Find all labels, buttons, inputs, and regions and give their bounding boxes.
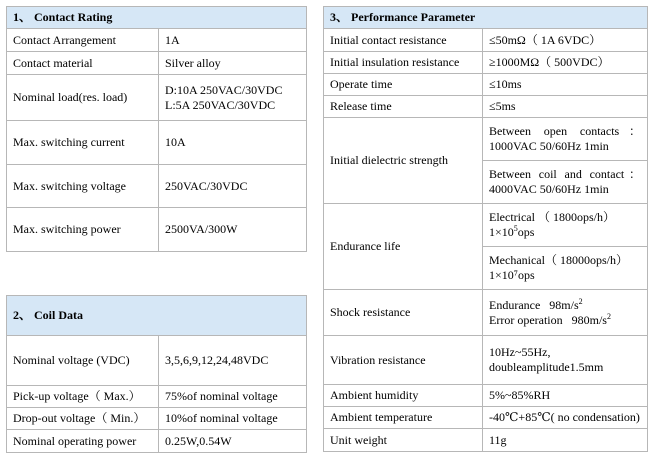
shock-error-text: Error operation 980m/s (489, 312, 607, 327)
ambient-temperature-label: Ambient temperature (324, 407, 483, 429)
endurance-life-label: Endurance life (324, 204, 483, 290)
electrical-ops-exponent: 5 (513, 224, 518, 233)
electrical-ops-base: 1×10 (489, 225, 514, 239)
dropout-voltage-label: Drop-out voltage（ Min.） (7, 408, 159, 430)
dielectric-coil-line1: Between coil and contact： (489, 167, 642, 181)
operate-time-value: ≤10ms (483, 74, 648, 96)
dielectric-coil-contact (483, 161, 648, 204)
dielectric-coil-line2: 4000VAC 50/60Hz 1min (489, 182, 609, 196)
shock-resistance-value (483, 290, 648, 336)
vibration-resistance-value (483, 336, 648, 385)
ambient-humidity-label: Ambient humidity (324, 385, 483, 407)
release-time-value: ≤5ms (483, 96, 648, 118)
nominal-load-value (159, 75, 307, 121)
contact-arrangement-label: Contact Arrangement (7, 29, 159, 52)
max-switching-voltage-value: 250VAC/30VDC (159, 165, 307, 208)
nominal-load-d: D:10A 250VAC/30VDC (165, 82, 283, 97)
contact-arrangement-value: 1A (159, 29, 307, 52)
pickup-voltage-value: 75%of nominal voltage (159, 386, 307, 408)
nominal-operating-power-label: Nominal operating power (7, 430, 159, 453)
vibration-line2: doubleamplitude1.5mm (489, 360, 604, 374)
contact-resistance-value: ≤50mΩ（ 1A 6VDC） (483, 29, 648, 52)
coil-data-title: 2、 Coil Data (7, 296, 307, 336)
unit-weight-label: Unit weight (324, 429, 483, 452)
contact-material-value: Silver alloy (159, 52, 307, 75)
performance-title: 3、 Performance Parameter (324, 7, 648, 29)
contact-rating-table (6, 6, 307, 252)
shock-endurance-text: Endurance 98m/s (489, 297, 579, 312)
dropout-voltage-value: 10%of nominal voltage (159, 408, 307, 430)
shock-resistance-label: Shock resistance (324, 290, 483, 336)
pickup-voltage-label: Pick-up voltage（ Max.） (7, 386, 159, 408)
vibration-resistance-label: Vibration resistance (324, 336, 483, 385)
nominal-load-l: L:5A 250VAC/30VDC (165, 97, 276, 112)
nominal-operating-power-value: 0.25W,0.54W (159, 430, 307, 453)
endurance-electrical-line1: Electrical （ 1800ops/h） (489, 210, 615, 224)
endurance-electrical-line2 (489, 225, 641, 240)
insulation-resistance-label: Initial insulation resistance (324, 52, 483, 74)
coil-data-table (6, 295, 307, 453)
max-switching-current-value: 10A (159, 121, 307, 165)
dielectric-open-contacts (483, 118, 648, 161)
ambient-humidity-value: 5%~85%RH (483, 385, 648, 407)
vibration-line1: 10Hz~55Hz, (489, 345, 551, 359)
endurance-mechanical-line2: 1×10⁷ops (489, 268, 535, 282)
operate-time-label: Operate time (324, 74, 483, 96)
dielectric-open-line1: Between open contacts： (489, 124, 642, 138)
dielectric-open-line2: 1000VAC 50/60Hz 1min (489, 139, 609, 153)
performance-table (323, 6, 648, 452)
contact-resistance-label: Initial contact resistance (324, 29, 483, 52)
endurance-mechanical-line1: Mechanical（ 18000ops/h） (489, 253, 628, 267)
insulation-resistance-value: ≥1000MΩ（ 500VDC） (483, 52, 648, 74)
shock-endurance (489, 298, 641, 313)
max-switching-power-label: Max. switching power (7, 208, 159, 252)
shock-error-exponent: 2 (606, 311, 611, 321)
nominal-load-label: Nominal load(res. load) (7, 75, 159, 121)
dielectric-strength-label: Initial dielectric strength (324, 118, 483, 204)
nominal-voltage-value: 3,5,6,9,12,24,48VDC (159, 336, 307, 386)
endurance-mechanical (483, 247, 648, 290)
nominal-voltage-label: Nominal voltage (VDC) (7, 336, 159, 386)
endurance-electrical (483, 204, 648, 247)
release-time-label: Release time (324, 96, 483, 118)
ambient-temperature-value: -40℃+85℃( no condensation) (483, 407, 648, 429)
shock-endurance-exponent: 2 (578, 296, 583, 306)
unit-weight-value: 11g (483, 429, 648, 452)
shock-error (489, 313, 641, 328)
max-switching-current-label: Max. switching current (7, 121, 159, 165)
contact-material-label: Contact material (7, 52, 159, 75)
contact-rating-title: 1、 Contact Rating (7, 7, 307, 29)
max-switching-voltage-label: Max. switching voltage (7, 165, 159, 208)
max-switching-power-value: 2500VA/300W (159, 208, 307, 252)
electrical-ops-unit: ops (517, 225, 535, 239)
